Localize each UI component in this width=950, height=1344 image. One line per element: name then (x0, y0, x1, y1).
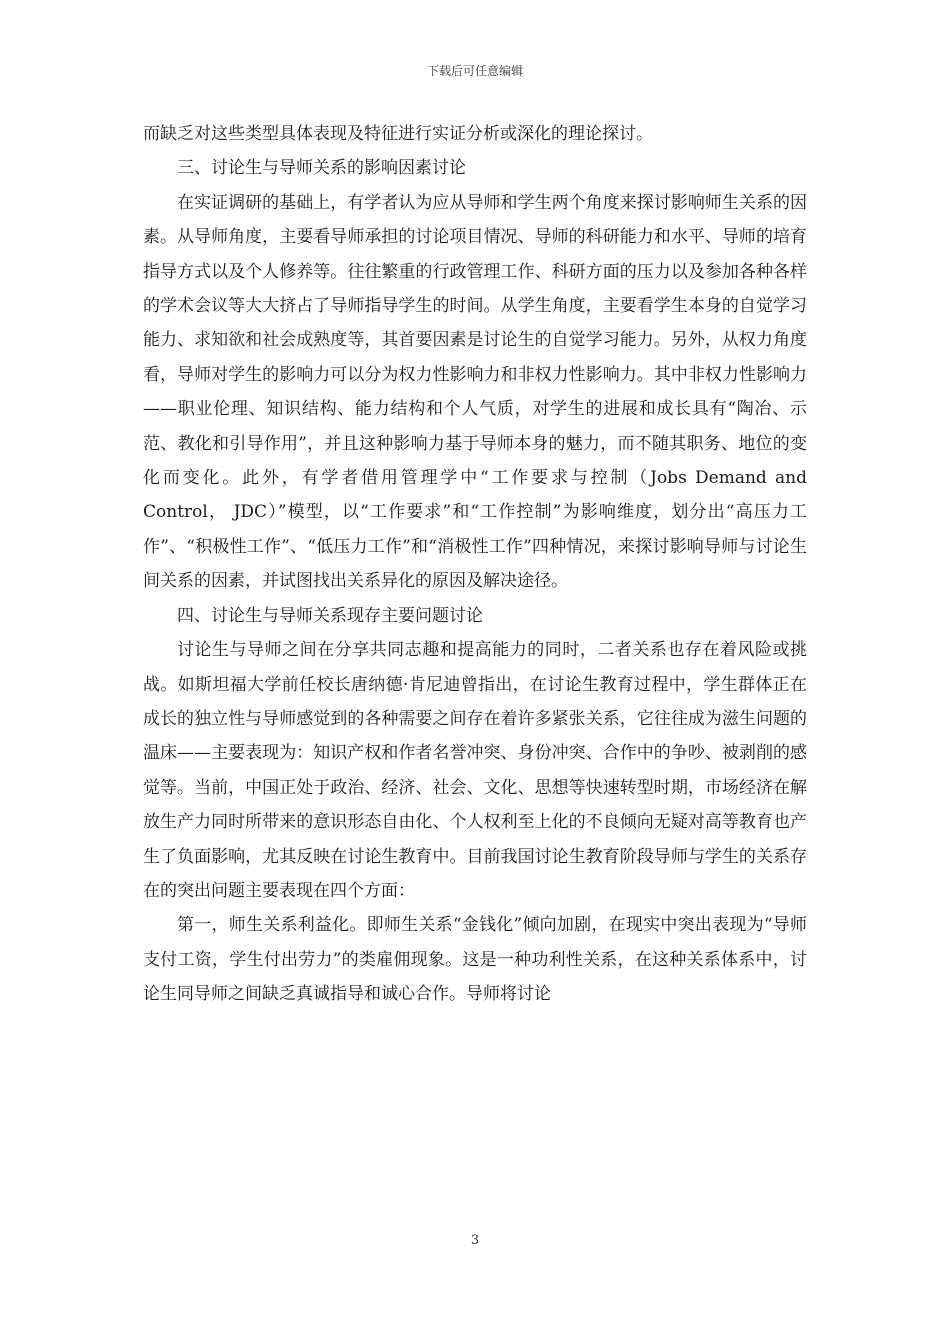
page-number: 3 (470, 1233, 480, 1248)
paragraph: 第一，师生关系利益化。即师生关系“金钱化”倾向加剧，在现实中突出表现为“导师支付工资，学生付出劳力”的类雇佣现象。这是一种功利性关系，在这种关系体系中，讨论生同导师之间缺乏真诚指导和诚心合作。导师将讨论 (143, 915, 807, 1005)
paragraph: 讨论生与导师之间在分享共同志趣和提高能力的同时，二者关系也存在着风险或挑战。如斯坦福大学前任校长唐纳德·肯尼迪曾指出，在讨论生教育过程中，学生群体正在成长的独立性与导师感觉到的各种需要之间存在着许多紧张关系，它往往成为滋生问题的温床——主要表现为：知识产权和作者名誉冲突、身份冲突、合作中的争吵、被剥削的感觉等。当前，中国正处于政治、经济、社会、文化、思想等快速转型时期，市场经济在解放生产力同时所带来的意识形态自由化、个人权利至上化的不良倾向无疑对高等教育也产生了负面影响，尤其反映在讨论生教育中。目前我国讨论生教育阶段导师与学生的关系存在的突出问题主要表现在四个方面： (143, 640, 807, 901)
document-body (143, 117, 807, 1012)
page-header: 下载后可任意编辑 (426, 64, 523, 78)
section-heading: 四、讨论生与导师关系现存主要问题讨论 (177, 605, 483, 626)
paragraph: 在实证调研的基础上，有学者认为应从导师和学生两个角度来探讨影响师生关系的因素。从导师角度，主要看导师承担的讨论项目情况、导师的科研能力和水平、导师的培育指导方式以及个人修养等。往往繁重的行政管理工作、科研方面的压力以及参加各种各样的学术会议等大大挤占了导师指导学生的时间。从学生角度，主要看学生本身的自觉学习能力、求知欲和社会成熟度等，其首要因素是讨论生的自觉学习能力。另外，从权力角度看，导师对学生的影响力可以分为权力性影响力和非权力性影响力。其中非权力性影响力——职业伦理、知识结构、能力结构和个人气质，对学生的进展和成长具有“陶冶、示范、教化和引导作用”，并且这种影响力基于导师本身的魅力，而不随其职务、地位的变化而变化。此外，有学者借用管理学中“工作要求与控制（Jobs Demand and Control， JDC）”模型，以“工作要求”和“工作控制”为影响维度，划分出“高压力工作”、“积极性工作”、“低压力工作”和“消极性工作”四种情况，来探讨影响导师与讨论生间关系的因素，并试图找出关系异化的原因及解决途径。 (143, 192, 807, 592)
paragraph: 而缺乏对这些类型具体表现及特征进行实证分析或深化的理论探讨。 (143, 124, 653, 144)
section-heading: 三、讨论生与导师关系的影响因素讨论 (177, 158, 466, 179)
